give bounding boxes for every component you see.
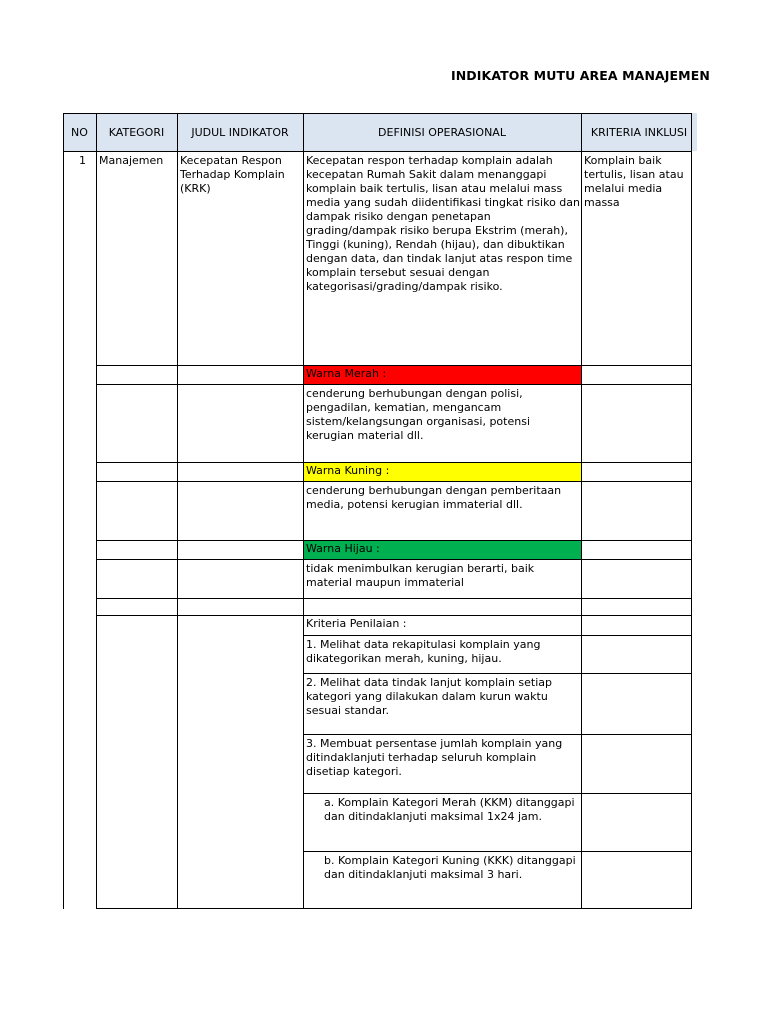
grid-hline [96,540,692,541]
grid-hline [96,481,692,482]
penilaian-item-3a: a. Komplain Kategori Merah (KKM) ditanggapi dan ditindaklanjuti maksimal 1x24 jam. [324,796,575,823]
grid-vline [63,113,64,909]
grid-hline [96,559,692,560]
row1-no: 1 [79,154,86,167]
warna-hijau-desc: tidak menimbulkan kerugian berarti, baik material maupun immaterial [306,562,535,589]
penilaian-item-1: 1. Melihat data rekapitulasi komplain yang dikategorikan merah, kuning, hijau. [306,638,541,665]
page-title: INDIKATOR MUTU AREA MANAJEMEN [451,68,710,83]
warna-kuning-desc: cenderung berhubungan dengan pemberitaan media, potensi kerugian immaterial dll. [306,484,562,511]
header-kriteria-inklusi: KRITERIA INKLUSI [581,113,697,151]
row1-kategori: Manajemen [99,154,164,167]
penilaian-item-2: 2. Melihat data tindak lanjut komplain setiap kategori yang dilakukan dalam kurun waktu sesuai standar. [306,676,553,717]
kriteria-penilaian-label: Kriteria Penilaian : [306,617,407,630]
row1-judul-indikator: Kecepatan Respon Terhadap Komplain (KRK) [180,154,285,195]
grid-vline [581,113,582,909]
grid-vline [96,113,97,909]
grid-hline [303,793,692,794]
grid-hline [96,384,692,385]
warna-merah-label: Warna Merah : [306,367,387,380]
grid-hline [303,851,692,852]
grid-hline [303,734,692,735]
grid-hline [96,462,692,463]
penilaian-item-3: 3. Membuat persentase jumlah komplain yang ditindaklanjuti terhadap seluruh komplain disetiap kategori. [306,737,563,778]
warna-merah-desc: cenderung berhubungan dengan polisi, pengadilan, kematian, mengancam sistem/kelangsungan organisasi, potensi kerugian material dll. [306,387,530,442]
row1-definisi: Kecepatan respon terhadap komplain adalah kecepatan Rumah Sakit dalam menanggapi komplain baik tertulis, lisan atau melalui mass media yang sudah diidentifikasi tingkat risiko dan dampak risiko dengan penetapan grading/dampak risiko berupa Ekstrim (merah), Tinggi (kuning), Rendah (hijau), dan dibuktikan dengan data, dan tindak lanjut atas respon time komplain tersebut sesuai dengan kategorisasi/grading/dampak risiko. [306,154,580,293]
header-kategori: KATEGORI [96,113,177,151]
grid-hline [63,113,692,114]
grid-hline [96,598,692,599]
grid-vline [691,113,692,909]
grid-hline [63,151,692,152]
header-no: NO [63,113,96,151]
penilaian-item-3b: b. Komplain Kategori Kuning (KKK) ditanggapi dan ditindaklanjuti maksimal 3 hari. [324,854,576,881]
grid-hline [303,635,692,636]
row1-kriteria: Komplain baik tertulis, lisan atau melalui media massa [584,154,684,209]
grid-hline [96,365,692,366]
grid-vline [303,113,304,909]
grid-vline [177,113,178,909]
header-judul-indikator: JUDUL INDIKATOR [177,113,303,151]
grid-hline [96,615,692,616]
grid-hline [96,908,692,909]
header-definisi-operasional: DEFINISI OPERASIONAL [303,113,581,151]
grid-hline [303,673,692,674]
warna-hijau-label: Warna Hijau : [306,542,380,555]
warna-kuning-label: Warna Kuning : [306,464,390,477]
